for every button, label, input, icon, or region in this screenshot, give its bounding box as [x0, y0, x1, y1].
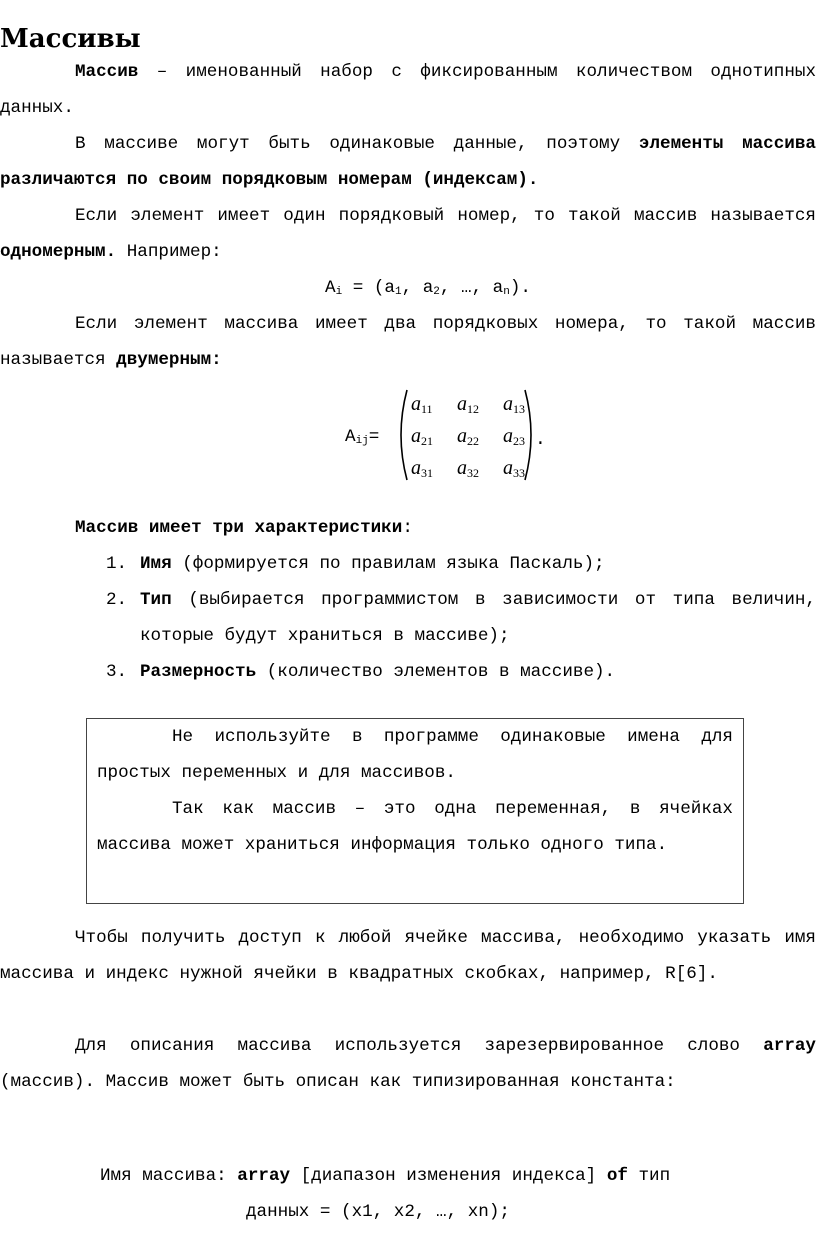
- characteristics-heading: [0, 510, 816, 546]
- list-item: [0, 546, 816, 582]
- matrix-cell: a22: [457, 425, 479, 448]
- matrix-cells: [411, 393, 525, 480]
- list-num: 3.: [106, 662, 128, 682]
- matrix-cell: a21: [411, 425, 433, 448]
- note-paragraph-1: Не используйте в программе одинаковые имена для простых переменных и для массивов.: [97, 727, 733, 783]
- matrix-cell: a31: [411, 457, 433, 480]
- syntax-part-3: тип: [627, 1166, 671, 1186]
- one-dim-text: Если элемент имеет один порядковый номер, то такой массив называется: [75, 206, 816, 226]
- index-bold: элементы массива различаются по своим порядковым номерам (индексам): [0, 134, 816, 190]
- formula-1d: [20, 270, 816, 310]
- list-item-title: Имя: [140, 554, 172, 574]
- matrix-right-paren: [525, 390, 531, 480]
- declaration-paragraph: [0, 1028, 816, 1100]
- formula-open: = (a: [342, 278, 395, 298]
- formula-sub-1: 1: [394, 286, 402, 298]
- matrix-label: [345, 419, 379, 459]
- formula-sub-n: n: [503, 286, 510, 298]
- declaration-intro: Для описания массива используется зарезервированное слово: [75, 1036, 764, 1056]
- matrix-cell: a11: [411, 393, 433, 416]
- matrix-cell: a13: [503, 393, 525, 416]
- matrix-cell: a12: [457, 393, 479, 416]
- two-dim-text: Если элемент массива имеет два порядковых номера, то такой массив называется: [0, 314, 816, 370]
- syntax-line-1: [100, 1158, 670, 1194]
- definition-text: – именованный набор с фиксированным количеством однотипных данных.: [0, 62, 816, 118]
- matrix-name: A: [345, 427, 356, 447]
- formula-name: A: [325, 278, 336, 298]
- matrix-left-paren: [401, 390, 407, 480]
- two-dim-bold: двумерным: [116, 350, 212, 370]
- formula-sep-2: , …, a: [439, 278, 504, 298]
- list-item-title: Тип: [140, 590, 172, 610]
- matrix-end: .: [535, 430, 546, 450]
- one-dim-dot: .: [105, 242, 117, 262]
- matrix-cell: a33: [503, 457, 525, 480]
- matrix-name-sub: ij: [355, 435, 369, 447]
- characteristics-title: Массив имеет три характеристики: [75, 518, 403, 538]
- one-dim-end: Например:: [116, 242, 222, 262]
- page-title: Массивы: [0, 24, 141, 54]
- list-item: [0, 582, 816, 654]
- two-dim-paragraph: [0, 306, 816, 378]
- list-item: [0, 654, 816, 690]
- declaration-keyword: array: [763, 1036, 816, 1056]
- list-item-text: (формируется по правилам языка Паскаль);: [171, 554, 605, 574]
- syntax-part-2: [диапазон изменения индекса]: [290, 1166, 607, 1186]
- characteristics-list: [0, 546, 816, 690]
- matrix-cell: a32: [457, 457, 479, 480]
- formula-sep-1: , a: [401, 278, 434, 298]
- two-dim-end: :: [211, 350, 222, 370]
- matrix-svg: [397, 386, 567, 484]
- index-end: .: [527, 170, 539, 190]
- formula-sub-2: 2: [433, 286, 440, 298]
- matrix-cell: a23: [503, 425, 525, 448]
- one-dim-paragraph: [0, 198, 816, 270]
- list-item-text: (выбирается программистом в зависимости от типа величин, которые будут храниться в массиве);: [140, 590, 816, 646]
- list-num: 1.: [106, 554, 128, 574]
- characteristics-colon: :: [402, 518, 413, 538]
- matrix-eq: =: [368, 427, 380, 447]
- list-item-text: (количество элементов в массиве).: [256, 662, 616, 682]
- syntax-keyword-of: of: [606, 1166, 628, 1186]
- term-array: Массив: [75, 62, 139, 82]
- index-text: В массиве могут быть одинаковые данные, поэтому: [75, 134, 639, 154]
- syntax-keyword-array: array: [237, 1166, 291, 1186]
- formula-close: ).: [509, 278, 531, 298]
- syntax-line-2: данных = (x1, x2, …, xn);: [246, 1202, 510, 1222]
- list-item-title: Размерность: [140, 662, 257, 682]
- declaration-text: (массив). Массив может быть описан как типизированная константа:: [0, 1072, 676, 1092]
- one-dim-bold: одномерным: [0, 242, 106, 262]
- note-box: [86, 718, 744, 904]
- definition-paragraph: [0, 54, 816, 126]
- list-num: 2.: [106, 590, 128, 610]
- note-paragraph-2: Так как массив – это одна переменная, в ячейках массива может храниться информация только одного типа.: [97, 799, 733, 855]
- access-paragraph: Чтобы получить доступ к любой ячейке массива, необходимо указать имя массива и индекс нужной ячейки в квадратных скобках, например, R[6].: [0, 928, 816, 984]
- syntax-part-1: Имя массива:: [100, 1166, 238, 1186]
- formula-name-sub: i: [335, 286, 343, 298]
- index-paragraph: [0, 126, 816, 198]
